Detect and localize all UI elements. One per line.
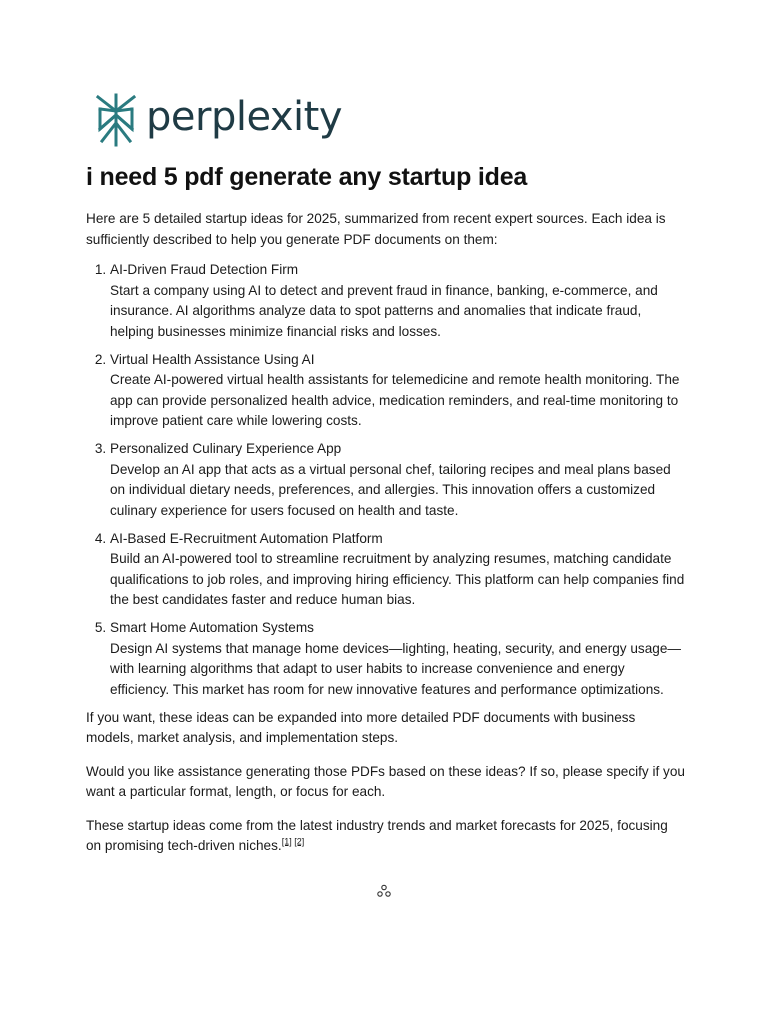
three-dots-cluster-icon — [376, 884, 392, 898]
perplexity-logo-icon — [94, 93, 138, 147]
sources-paragraph — [86, 816, 686, 857]
idea-description: Design AI systems that manage home devices—lighting, heating, security, and energy usage—with learning algorithms that adapt to user habits to increase convenience and energy efficiency. This market has room for new innovative features and performance optimizations. — [110, 640, 681, 697]
list-item — [110, 260, 686, 342]
idea-description: Develop an AI app that acts as a virtual personal chef, tailoring recipes and meal plans based on individual dietary needs, preferences, and allergies. This innovation offers a customized culinary experience for users focused on health and taste. — [110, 461, 671, 518]
list-item — [110, 618, 686, 700]
intro-paragraph: Here are 5 detailed startup ideas for 2025, summarized from recent expert sources. Each idea is sufficiently described to help you generate PDF documents on them: — [86, 211, 666, 247]
citations — [282, 836, 305, 846]
expand-paragraph: If you want, these ideas can be expanded into more detailed PDF documents with business models, market analysis, and implementation steps. — [86, 709, 636, 745]
perplexity-logo — [86, 88, 686, 152]
citation-link-2[interactable]: [2] — [294, 836, 305, 847]
document-page — [86, 88, 686, 857]
idea-description: Start a company using AI to detect and prevent fraud in finance, banking, e-commerce, and insurance. AI algorithms analyze data to spot patterns and anomalies that indicate fraud, helping businesses minimize financial risks and losses. — [110, 282, 658, 339]
idea-title: 2. Virtual Health Assistance Using AI — [110, 351, 315, 367]
idea-description: Create AI-powered virtual health assistants for telemedicine and remote health monitoring. The app can provide personalized health advice, medication reminders, and real-time monitoring to improve patient care while lowering costs. — [110, 372, 680, 428]
idea-description: Build an AI-powered tool to streamline recruitment by analyzing resumes, matching candidate qualifications to job roles, and improving hiring efficiency. This platform can help companies find the best candidates faster and reduce human bias. — [110, 551, 685, 607]
sources-text: These startup ideas come from the latest industry trends and market forecasts for 2025, focusing on promising tech-driven niches. — [86, 817, 668, 853]
list-item — [110, 529, 686, 611]
idea-title: 1. AI-Driven Fraud Detection Firm — [110, 262, 299, 277]
perplexity-wordmark: perplexity — [146, 94, 342, 140]
idea-title: 3. Personalized Culinary Experience App — [110, 441, 342, 456]
question-title: i need 5 pdf generate any startup idea — [86, 163, 528, 191]
list-item — [110, 439, 686, 521]
idea-title: 4. AI-Based E-Recruitment Automation Platform — [110, 530, 383, 546]
citation-link-1[interactable]: [1] — [281, 836, 292, 847]
list-item — [110, 350, 686, 432]
startup-ideas-list — [86, 260, 686, 700]
offer-paragraph: Would you like assistance generating those PDFs based on these ideas? If so, please specify if you want a particular format, length, or focus for each. — [86, 763, 685, 799]
idea-title: 5. Smart Home Automation Systems — [110, 620, 314, 635]
